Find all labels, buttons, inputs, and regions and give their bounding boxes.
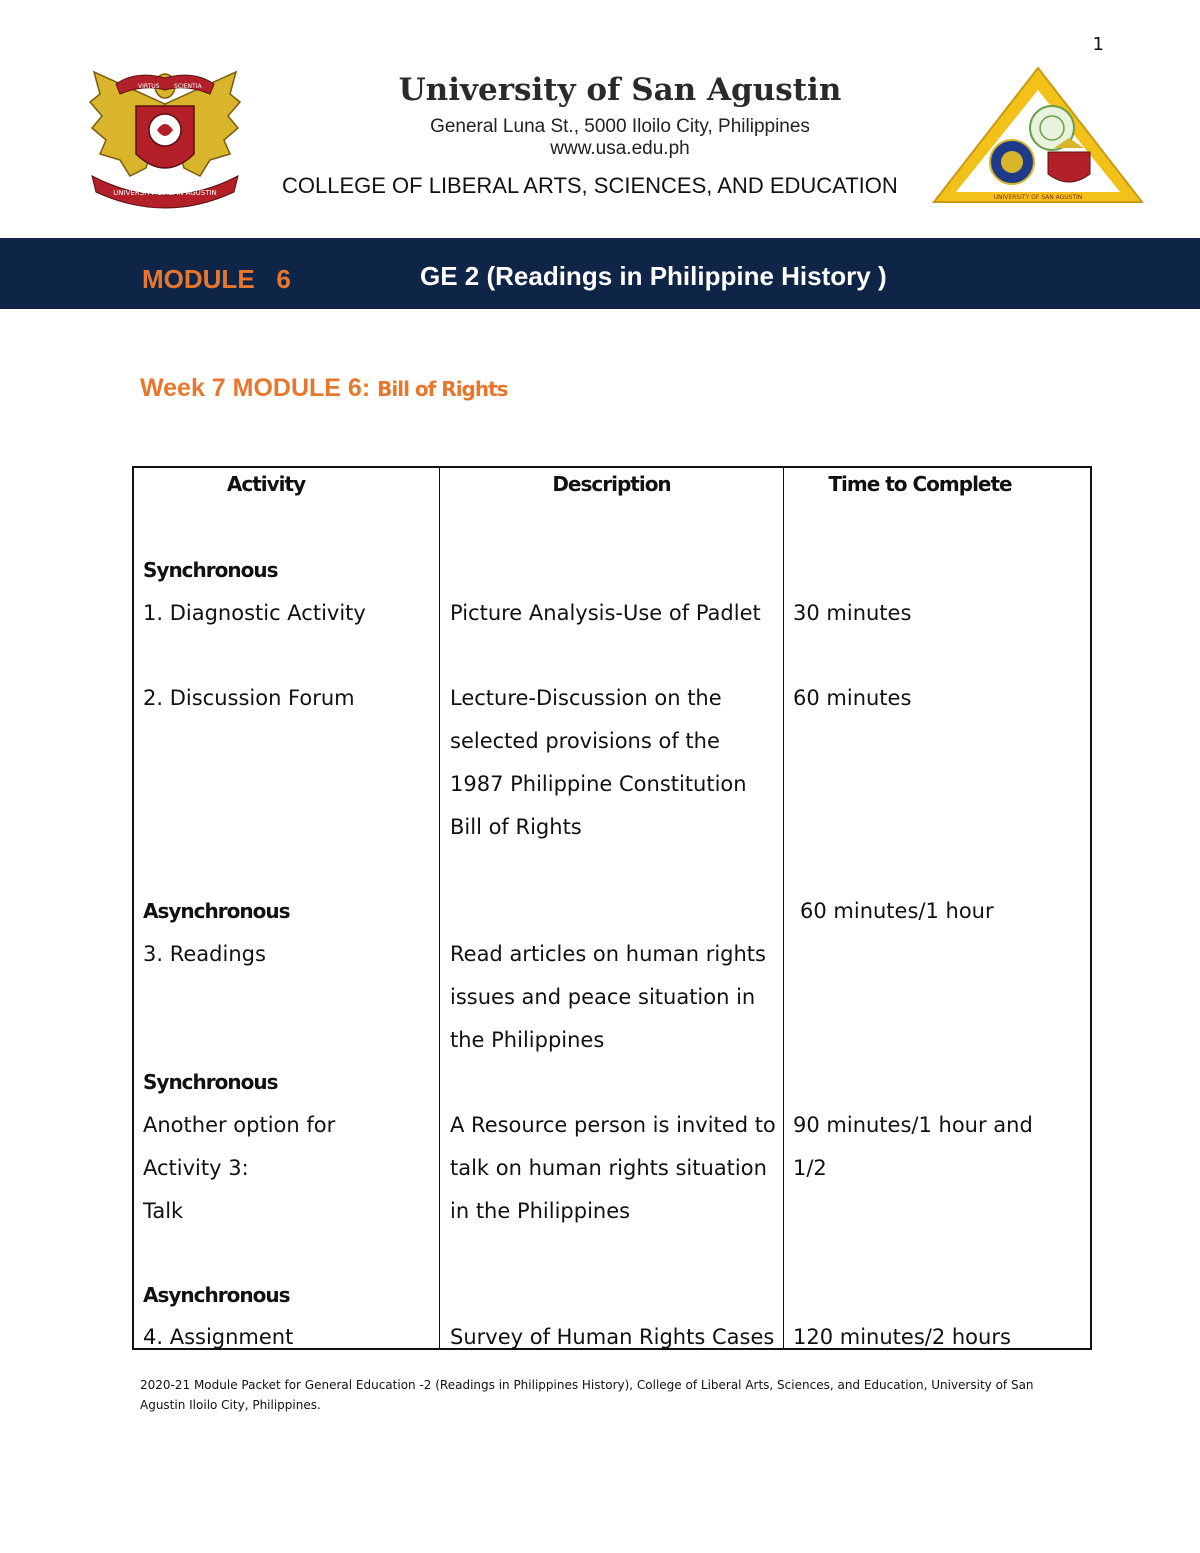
course-title: GE 2 (Readings in Philippine History )	[420, 261, 887, 291]
university-seal-logo	[86, 64, 244, 210]
activity-cell: 2. Discussion Forum	[143, 686, 355, 710]
description-cell: selected provisions of the	[450, 729, 720, 753]
description-cell: issues and peace situation in	[450, 985, 756, 1009]
description-cell: Picture Analysis-Use of Padlet	[450, 601, 761, 625]
week-topic: Bill of Rights	[377, 377, 508, 401]
activity-cell: 4. Assignment	[143, 1325, 294, 1349]
mode-label: Asynchronous	[143, 899, 290, 923]
week-title-prefix: Week 7 MODULE 6:	[140, 374, 378, 402]
time-cell: 120 minutes/2 hours	[793, 1325, 1011, 1349]
description-cell: Survey of Human Rights Cases	[450, 1325, 775, 1349]
activity-cell: Talk	[143, 1199, 184, 1223]
column-divider	[783, 468, 784, 1348]
description-cell: A Resource person is invited to	[450, 1113, 776, 1137]
university-name: University of San Agustin	[398, 72, 842, 108]
seal-motto-right: SCIENTIA	[174, 83, 202, 90]
triangle-logo-bottom-text: UNIVERSITY OF SAN AGUSTIN	[993, 194, 1083, 201]
page-number: 1	[1092, 34, 1104, 55]
college-triangle-logo	[930, 64, 1146, 206]
seal-motto-left: VIRTUS	[138, 83, 160, 90]
header-time: Time to Complete	[828, 472, 1012, 496]
seal-banner-text: UNIVERSITY OF SAN AGUSTIN	[113, 189, 217, 197]
column-divider	[439, 468, 440, 1348]
university-website: www.usa.edu.ph	[550, 138, 690, 159]
mode-label: Synchronous	[143, 558, 278, 582]
activity-cell: 1. Diagnostic Activity	[143, 601, 366, 625]
description-cell: Bill of Rights	[450, 815, 582, 839]
activity-cell: Activity 3:	[143, 1156, 249, 1180]
time-cell: 90 minutes/1 hour and	[793, 1113, 1033, 1137]
description-cell: talk on human rights situation	[450, 1156, 767, 1180]
time-cell: 60 minutes/1 hour	[800, 899, 994, 923]
document-header	[0, 0, 1200, 230]
activity-cell: 3. Readings	[143, 942, 266, 966]
header-description: Description	[552, 472, 671, 496]
time-cell: 1/2	[793, 1156, 827, 1180]
activity-table	[132, 466, 1092, 1350]
description-cell: the Philippines	[450, 1028, 605, 1052]
time-cell: 60 minutes	[793, 686, 912, 710]
module-label: MODULE 6	[142, 264, 291, 294]
university-address: General Luna St., 5000 Iloilo City, Philippines	[430, 116, 810, 137]
description-cell: 1987 Philippine Constitution	[450, 772, 747, 796]
description-cell: Read articles on human rights	[450, 942, 766, 966]
description-cell: in the Philippines	[450, 1199, 631, 1223]
header-activity: Activity	[226, 472, 306, 496]
college-name: COLLEGE OF LIBERAL ARTS, SCIENCES, AND EDUCATION	[282, 173, 898, 198]
activity-cell: Another option for	[143, 1113, 336, 1137]
footer-note: 2020-21 Module Packet for General Education -2 (Readings in Philippines History), College of Liberal Arts, Sciences, and Education, University of San Agustin Iloilo City, Philippines.	[140, 1378, 1034, 1412]
mode-label: Asynchronous	[143, 1283, 290, 1307]
description-cell: Lecture-Discussion on the	[450, 686, 722, 710]
module-banner	[0, 238, 1200, 309]
mode-label: Synchronous	[143, 1070, 278, 1094]
week-title	[140, 374, 508, 403]
time-cell: 30 minutes	[793, 601, 912, 625]
